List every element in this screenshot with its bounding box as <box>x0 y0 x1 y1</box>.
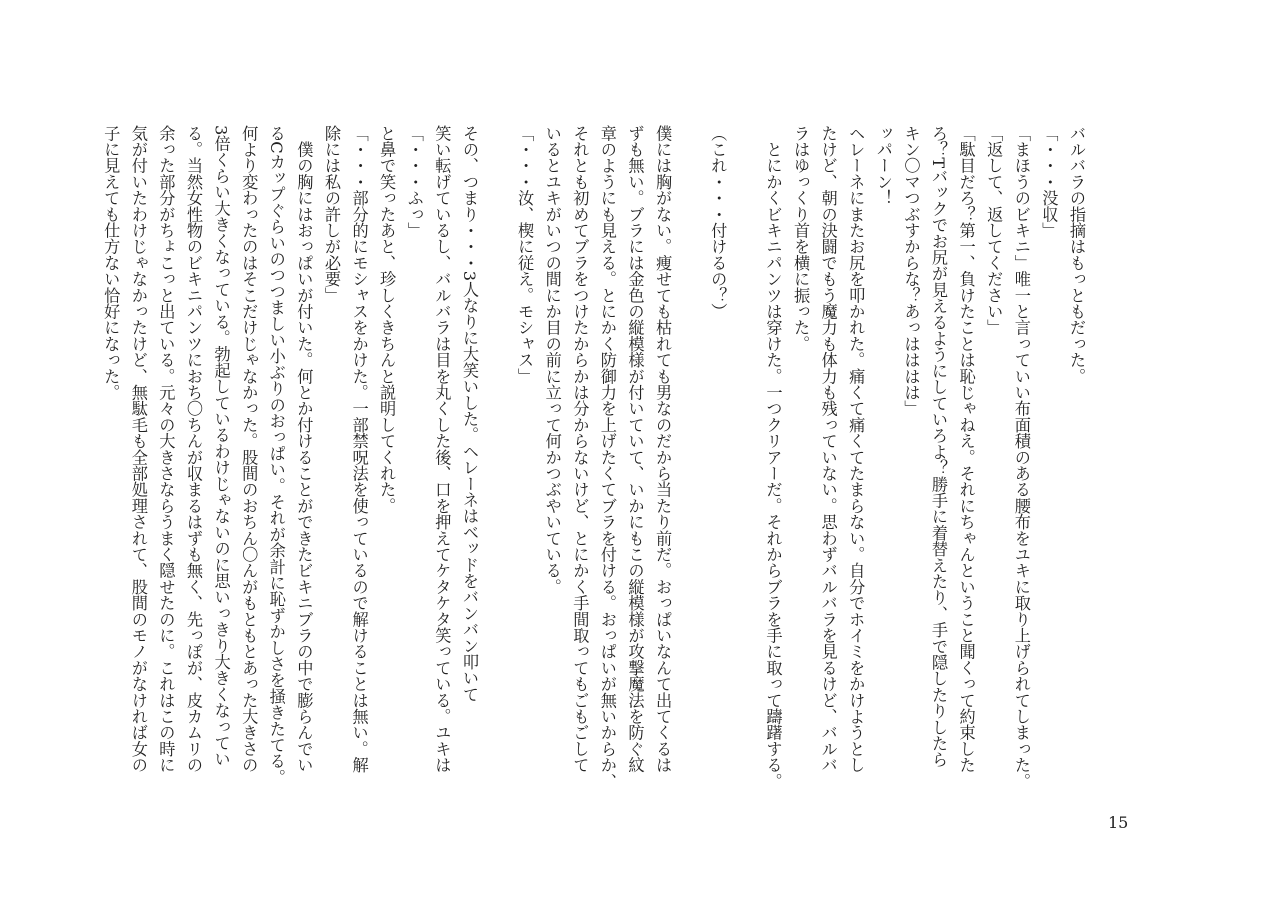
text-line: 「・・・没収」 <box>1039 125 1059 239</box>
text-line: る。当然女性物のビキニパンツにおち〇ちんが収まるはずも無く、先っぽが、皮カムリの <box>184 125 203 773</box>
text-line: 笑い転げているし、バルバラは目を丸くした後、口を押えてケタケタ笑っている。ユキは <box>432 125 452 773</box>
text-line: それとも初めてブラをつけたからかは分からないけど、とにかく手間取ってもごもごして <box>570 125 590 773</box>
text-line: ろ？Tバックでお尻が見えるようにしていろよ？勝手に着替えたり、手で隠したりしたら <box>929 125 949 768</box>
vertical-text-body <box>101 125 1090 815</box>
text-line: 「まほうのビキニ」唯一と言っていい布面積のある腰布をユキに取り上げられてしまった。 <box>1011 125 1031 790</box>
text-line: 章のようにも見える。とにかく防御力を上げたくてブラを付ける。おっぱいが無いからか、 <box>597 125 617 790</box>
text-line: ッパーン！ <box>873 125 893 206</box>
text-line: るCカップぐらいのつつましい小ぶりのおっぱい。それが余計に恥ずかしさを掻きたてる。 <box>266 125 286 786</box>
text-line: ラはゆっくり首を横に振った。 <box>791 125 811 352</box>
text-line: いるとユキがいつの間にか目の前に立って何かつぶやいている。 <box>542 125 562 595</box>
text-line: 「・・・ふっ」 <box>404 125 424 239</box>
text-line: 除には私の許しが必要」 <box>321 125 341 304</box>
text-line: 余った部分がちょこっと出ている。元々の大きさならうまく隠せたのに。これはこの時に <box>156 125 176 773</box>
blank-line <box>731 125 759 815</box>
text-line: 「駄目だろ？第一、負けたことは恥じゃねえ。それにちゃんということ聞くって約束した <box>956 125 976 773</box>
text-line: （これ・・・付けるの？） <box>708 125 728 320</box>
text-line: キン〇マつぶすからな？あっはははは」 <box>901 125 921 417</box>
text-line: 3倍くらい大きくなっている。勃起しているわけじゃないのに思いっきり大きくなってい <box>211 125 231 768</box>
text-line: たけど、朝の決闘でもう魔力も体力も残っていない。思わずバルバラを見るけど、バルバ <box>818 125 838 773</box>
text-line: 気が付いたわけじゃなかったけど、無駄毛も全部処理されて、股間のモノがなければ女の <box>128 125 148 773</box>
text-line: と鼻で笑ったあと、珍しくきちんと説明してくれた。 <box>377 125 397 514</box>
text-line: とにかくビキニパンツは穿けた。一つクリアーだ。それからブラを手に取って躊躇する。 <box>763 125 783 790</box>
text-line: ヘレーネにまたお尻を叩かれた。痛くて痛くてたまらない。自分でホイミをかけようとし <box>846 125 866 773</box>
text-line: 「返して、返してください」 <box>984 125 1004 336</box>
text-line: 「・・・部分的にモシャスをかけた。一部禁呪法を使っているので解けることは無い。解 <box>349 125 369 773</box>
blank-line <box>483 125 511 815</box>
text-line: その、つまり・・・3人なりに大笑いした。ヘレーネはベッドをバンバン叩いて <box>459 125 479 703</box>
text-line: 何より変わったのはそこだけじゃなかった。股間のおちん〇んがもともとあった大きさの <box>239 125 259 773</box>
text-line: バルバラの指摘はもっともだった。 <box>1067 125 1086 385</box>
text-line: ずも無い。ブラには金色の縦模様が付いていて、いかにもこの縦模様が攻撃魔法を防ぐ紋 <box>625 125 645 773</box>
page-number: 15 <box>1108 813 1129 832</box>
text-line: 僕には胸がない。痩せても枯れても男なのだから当たり前だ。おっぱいなんて出てくるは <box>653 125 673 773</box>
text-line: 僕の胸にはおっぱいが付いた。何とか付けることができたビキニブラの中で膨らんでい <box>294 125 314 773</box>
text-line: 「・・・汝、楔に従え。モシャス」 <box>515 125 535 385</box>
blank-line <box>676 125 704 815</box>
text-line: 子に見えても仕方ない恰好になった。 <box>101 125 121 401</box>
